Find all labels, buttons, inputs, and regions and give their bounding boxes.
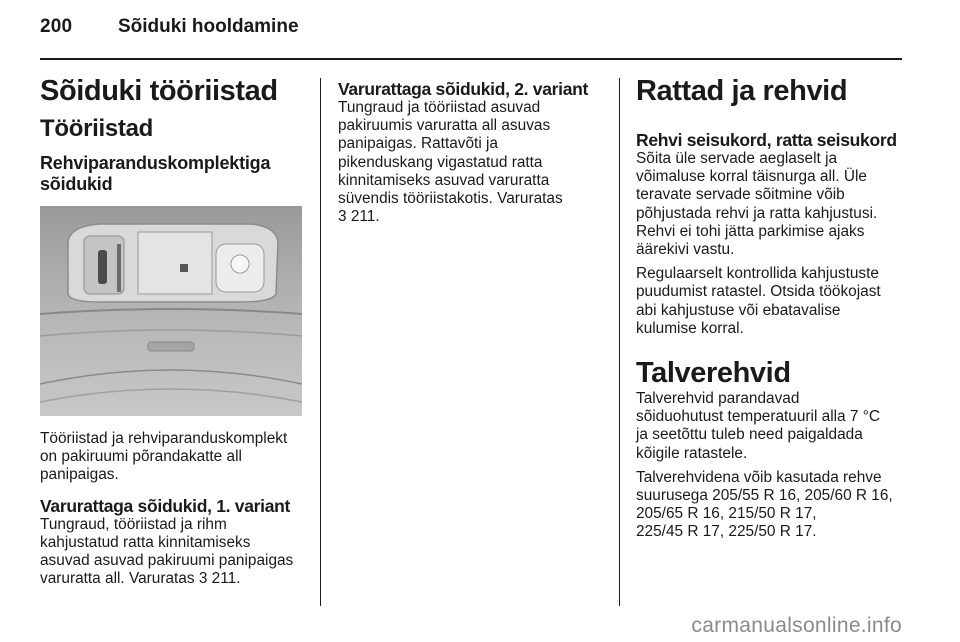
tyres-heading: Rattad ja rehvid: [636, 75, 848, 107]
page-heading: Sõiduki tööriistad: [40, 75, 278, 107]
page-number: 200: [40, 16, 73, 37]
trunk-tools-photo: [40, 206, 302, 416]
watermark: carmanualsonline.info: [691, 614, 902, 637]
variant2-heading: Varurattaga sõidukid, 2. variant: [338, 79, 589, 99]
column-1-lower: [40, 430, 312, 588]
variant1-heading: Varurattaga sõidukid, 1. variant: [40, 495, 291, 516]
subheading: Tööriistad: [40, 115, 154, 142]
variant1-text: Tungraud, tööriistad ja rihm kahjustatud ratta kinnitamiseks asuvad asuvad pakiruumi panipaigas varuratta all. Varuratas 3 211.: [40, 515, 294, 588]
column-3: [636, 74, 906, 542]
winter-tyres-heading: Talverehvid: [636, 357, 791, 390]
subsubheading: Rehviparanduskomplektiga sõidukid: [40, 153, 271, 194]
winter-tyres-text-1: Talverehvid parandavad sõiduohutust temperatuuril alla 7 °C ja seetõttu tuleb need paigaldada kõigile ratastele.: [636, 390, 880, 462]
tyre-condition-heading: Rehvi seisukord, ratta seisukord: [636, 130, 897, 150]
winter-tyres-text-2: Talverehvidena võib kasutada rehve suurusega 205/55 R 16, 205/60 R 16, 205/65 R 16, 215/50 R 17, 225/45 R 17, 225/50 R 17.: [636, 468, 893, 541]
variant2-text: Tungraud ja tööriistad asuvad pakiruumis varuratta all asuvas panipaigas. Rattavõti ja pikenduskang vigastatud ratta kinnitamiseks asuvad varuratta süvendis tööriistakotis. Varuratas 3 211.: [338, 99, 563, 226]
tyre-condition-text-1: Sõita üle servade aeglaselt ja võimaluse korral täisnurga all. Üle teravate servade sõitmine võib põhjustada rehvi ja ratta kahjustusi. Rehvi ei tohi jätta parkimise ajaks äärekivi vastu.: [636, 150, 878, 259]
section-title: Sõiduki hooldamine: [118, 16, 299, 37]
column-2: [338, 79, 614, 226]
column-1: [40, 74, 312, 195]
image-caption: Tööriistad ja rehviparanduskomplekt on pakiruumi põrandakatte all panipaigas.: [40, 430, 288, 484]
tyre-condition-text-2: Regulaarselt kontrollida kahjustuste puudumist ratastel. Otsida töökojast abi kahjustuse või ebatavalise kulumise korral.: [636, 265, 881, 337]
column-divider-2: [619, 78, 620, 606]
column-divider-1: [320, 78, 321, 606]
header-rule: [40, 58, 902, 60]
